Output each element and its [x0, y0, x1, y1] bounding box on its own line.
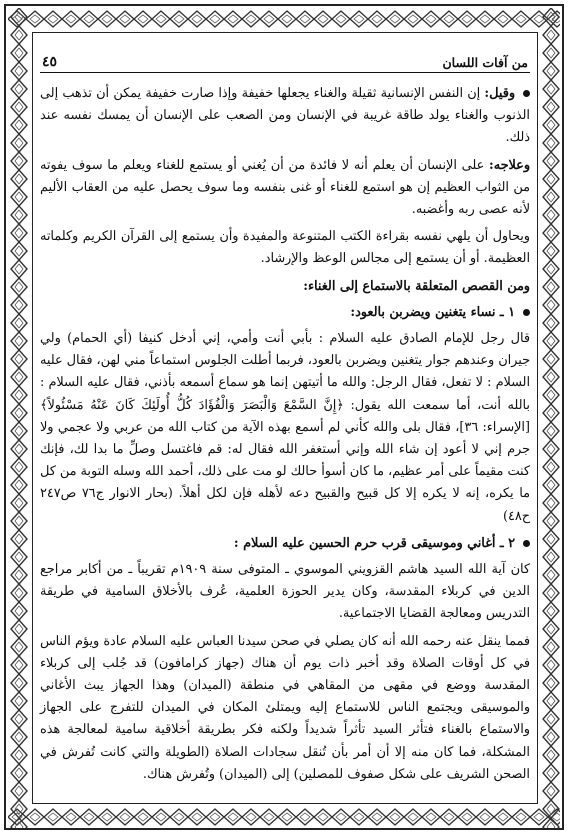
paragraph: كان آية الله السيد هاشم القزويني الموسوي ـ المتوفى سنة ١٩٠٩م تقريباً ـ من أكابر مراجع الدين في كربلاء المقدسة، وكان يدير الحوزة العلمية، عُرف بالأخلاق السامية في طريقة التدريس ومعالجة القضايا الاجتماعية.	[40, 562, 530, 622]
decorative-border-left	[9, 8, 29, 828]
bullet-icon	[523, 309, 530, 316]
decorative-border-right	[541, 8, 561, 828]
paragraph-text: على الإنسان أن يعلم أنه لا فائدة من أن يُغني أو يستمع للغناء ويعلم ما سوف يفوته من الثواب العظيم إن هو استمع للغناء أو غنى بنفسه وما سوف يحصل عليه من العقاب الأليم لأنه عصى ربه وأغضبه.	[40, 157, 530, 218]
bullet-icon	[523, 540, 530, 547]
subsection-title: ٢ ـ أغاني وموسيقى قرب حرم الحسين عليه السلام :	[233, 535, 515, 551]
paragraph: ويحاول أن يلهي نفسه بقراءة الكتب المتنوعة والمفيدة وأن يستمع إلى القرآن الكريم وكلماته العظيمة. أو أن يستمع إلى مجالس الوعظ والإرشاد.	[40, 229, 530, 267]
subsection-heading	[40, 533, 530, 555]
page-content	[40, 54, 530, 791]
paragraph-label: وقيل:	[484, 86, 515, 101]
text-body	[40, 83, 530, 786]
paragraph: فمما ينقل عنه رحمه الله أنه كان يصلي في صحن سيدنا العباس عليه السلام عادة ويؤم الناس في كل أوقات الصلاة وقد أخبر ذات يوم أن هناك (جهاز كرامافون) قد جُلب إلى كربلاء المقدسة ووضع في مقهى من المقاهي في منطقة (الميدان) وهذا الجهاز يبث الأغاني والموسيقى ويجتمع الناس للاستماع إليه ويمتلئ المكان في الميدان للتفرج على الجهاز والاستماع بالغناء فتأثر السيد تأثراً شديداً ولكنه فكر بطريقة أخلاقية سامية لمعالجة هذه المشكلة، فما كان منه إلا أن أمر بأن تُنقل سجادات الصلاة (الطويلة والتي كانت تُفرش في الصحن الشريف على شكل صفوف للمصلين) إلى (الميدان) وتُفرش هناك.	[40, 633, 530, 782]
decorative-border-top	[8, 9, 560, 29]
bullet-icon	[523, 90, 530, 97]
subsection-heading	[40, 302, 530, 324]
paragraph	[40, 155, 530, 222]
page-number: ٤٥	[42, 54, 58, 70]
header-title: من آفات اللسان	[442, 55, 528, 70]
running-header	[40, 54, 530, 73]
paragraph-label: وعلاجه:	[489, 157, 530, 173]
section-heading: ومن القصص المتعلقة بالاستماع إلى الغناء:	[303, 278, 530, 294]
paragraph-text: إن النفس الإنسانية ثقيلة والغناء يجعلها خفيفة وإذا صارت خفيفة يمكن أن تذهب إلى الذنوب والغناء يولد طاقة غريبة في الإنسان ومن الصعب على الإنسان أن يمسك نفسه عند ذلك.	[40, 86, 530, 146]
paragraph: قال رجل للإمام الصادق عليه السلام : بأبي أنت وأمي، إني أدخل كنيفا (أي الحمام) ولي جيران وعندهم جوار يتغنين ويضربن بالعود، فربما أطلت الجلوس استماعاً مني لهن، فقال عليه السلام : لا تفعل، فقال الرجل: والله ما أتيتهن إنما هو سماع أسمعه بأذني، فقال عليه السلام : بالله أنت، أما سمعت الله يقول: ﴿إِنَّ السَّمْعَ وَالْبَصَرَ وَالْفُؤَادَ كُلُّ أُولَئِكَ كَانَ عَنْهُ مَسْئُولاً﴾ [الإسراء: ٣٦]، فقال بلى والله كأني لم أسمع بهذه الآية من كتاب الله من عربي ولا عجمي ولا جرم إني لا أعود إن شاء الله وإني أستغفر الله فقال له: قم فاغتسل وصلِّ ما بدا لك، فإنك كنت مقيماً على أمر عظيم، ما كان أسوأ حالك لو مت على ذلك، أحمد الله وسله التوبة من كل ما يكره، إنه لا يكره إلا كل قبيح والقبيح دعه لأهله فإن لكل أهلاً. (بحار الانوار ج٧٦ ص٢٤٧ ح٤٨)	[40, 331, 530, 524]
decorative-border-bottom	[8, 807, 560, 827]
paragraph	[40, 83, 530, 150]
subsection-title: ١ ـ نساء يتغنين ويضربن بالعود:	[350, 304, 515, 320]
